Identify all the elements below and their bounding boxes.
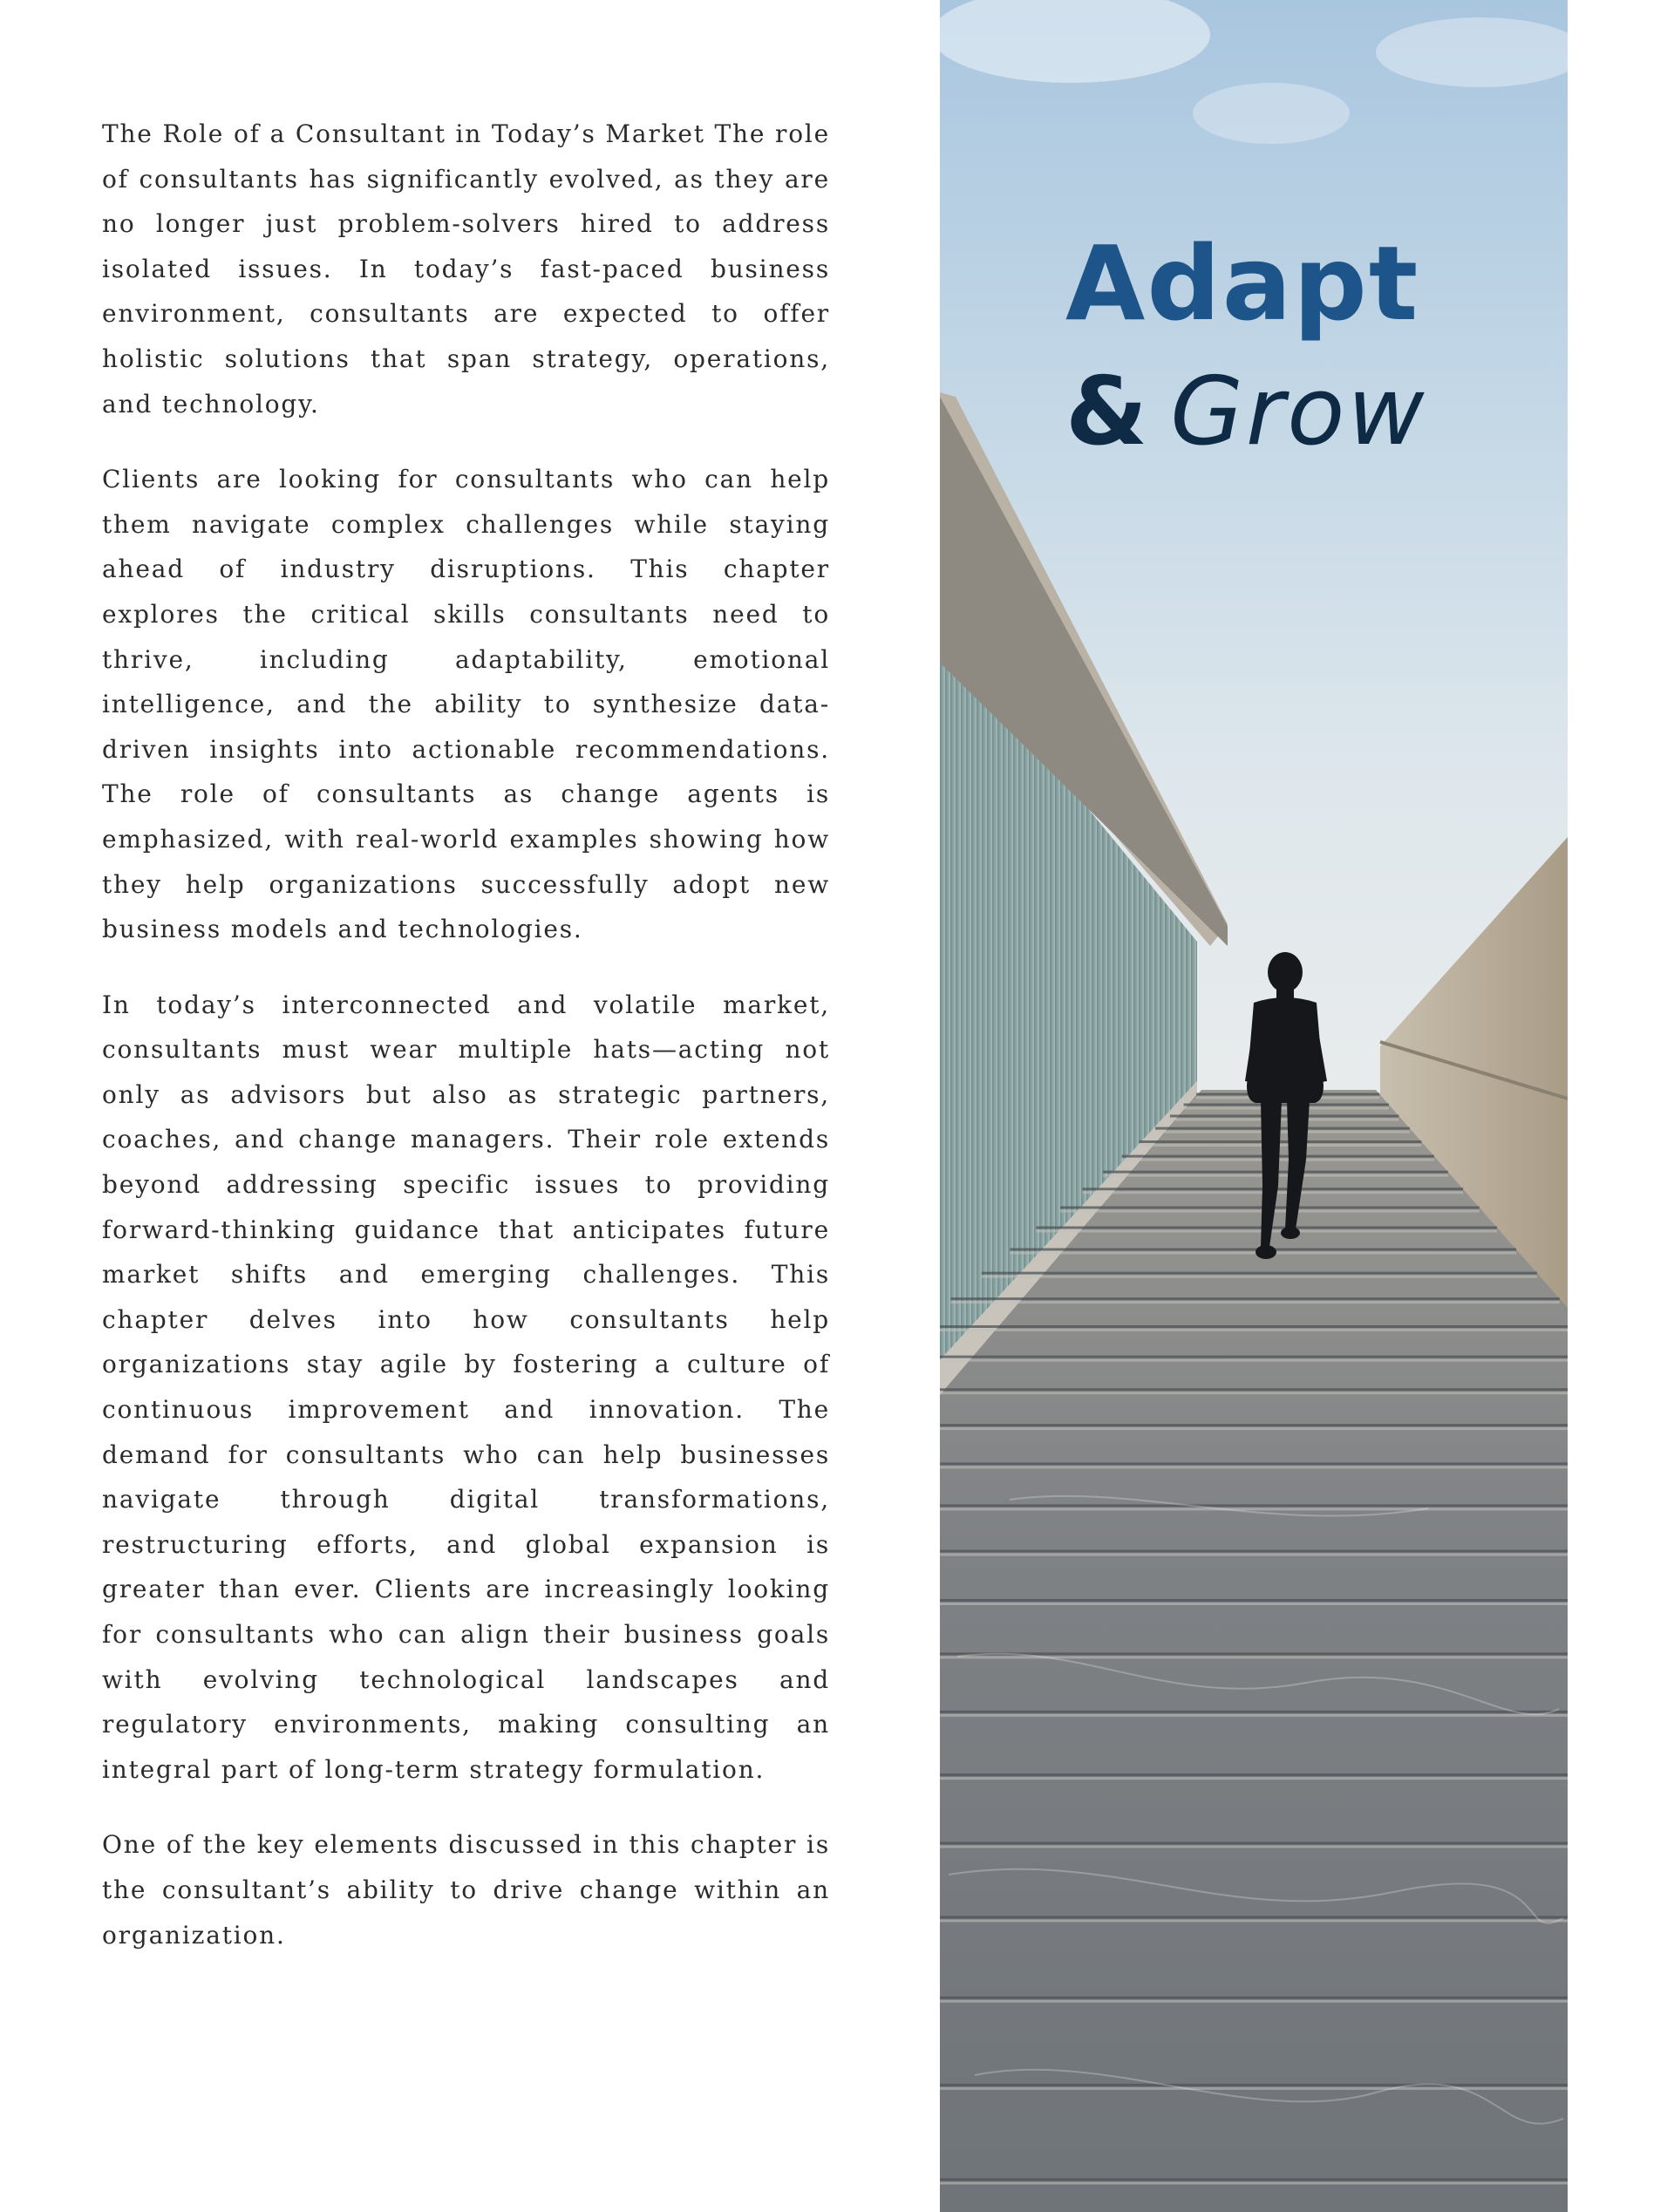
headline <box>1065 218 1554 505</box>
headline-adapt: Adapt <box>1065 223 1420 344</box>
paragraph-4: One of the key elements discussed in this chapter is the consultant’s ability to drive change within an organization. <box>102 1830 830 1950</box>
paragraph-2: Clients are looking for consultants who can help them navigate complex challenges while staying ahead of industry disruptions. This chapter explores the critical skills consultants need to thrive, including adaptability, emotional intelligence, and the ability to synthesize data-driven insights into actionable recommendations. The role of consultants as change agents is emphasized, with real-world examples showing how they help organizations successfully adopt new business models and technologies. <box>102 465 830 944</box>
paragraph-1: The Role of a Consultant in Today’s Market The role of consultants has significantly evolved, as they are no longer just problem-solvers hired to address isolated issues. In today’s fast-paced business environment, consultants are expected to offer holistic solutions that span strategy, operations, and technology. <box>102 119 830 419</box>
paragraph-3: In today’s interconnected and volatile market, consultants must wear multiple hats—acting not only as advisors but also as strategic partners, coaches, and change managers. Their role extends beyond addressing specific issues to providing forward-thinking guidance that anticipates future market shifts and emerging challenges. This chapter delves into how consultants help organizations stay agile by fostering a culture of continuous improvement and innovation. The demand for consultants who can help businesses navigate through digital transformations, restructuring efforts, and global expansion is greater than ever. Clients are increasingly looking for consultants who can align their business goals with evolving technological landscapes and regulatory environments, making consulting an integral part of long-term strategy formulation. <box>102 990 830 1784</box>
headline-grow: Grow <box>1170 357 1427 466</box>
headline-line-2 <box>1065 347 1554 505</box>
headline-ampersand: & <box>1065 357 1148 466</box>
article-body <box>102 112 830 1988</box>
